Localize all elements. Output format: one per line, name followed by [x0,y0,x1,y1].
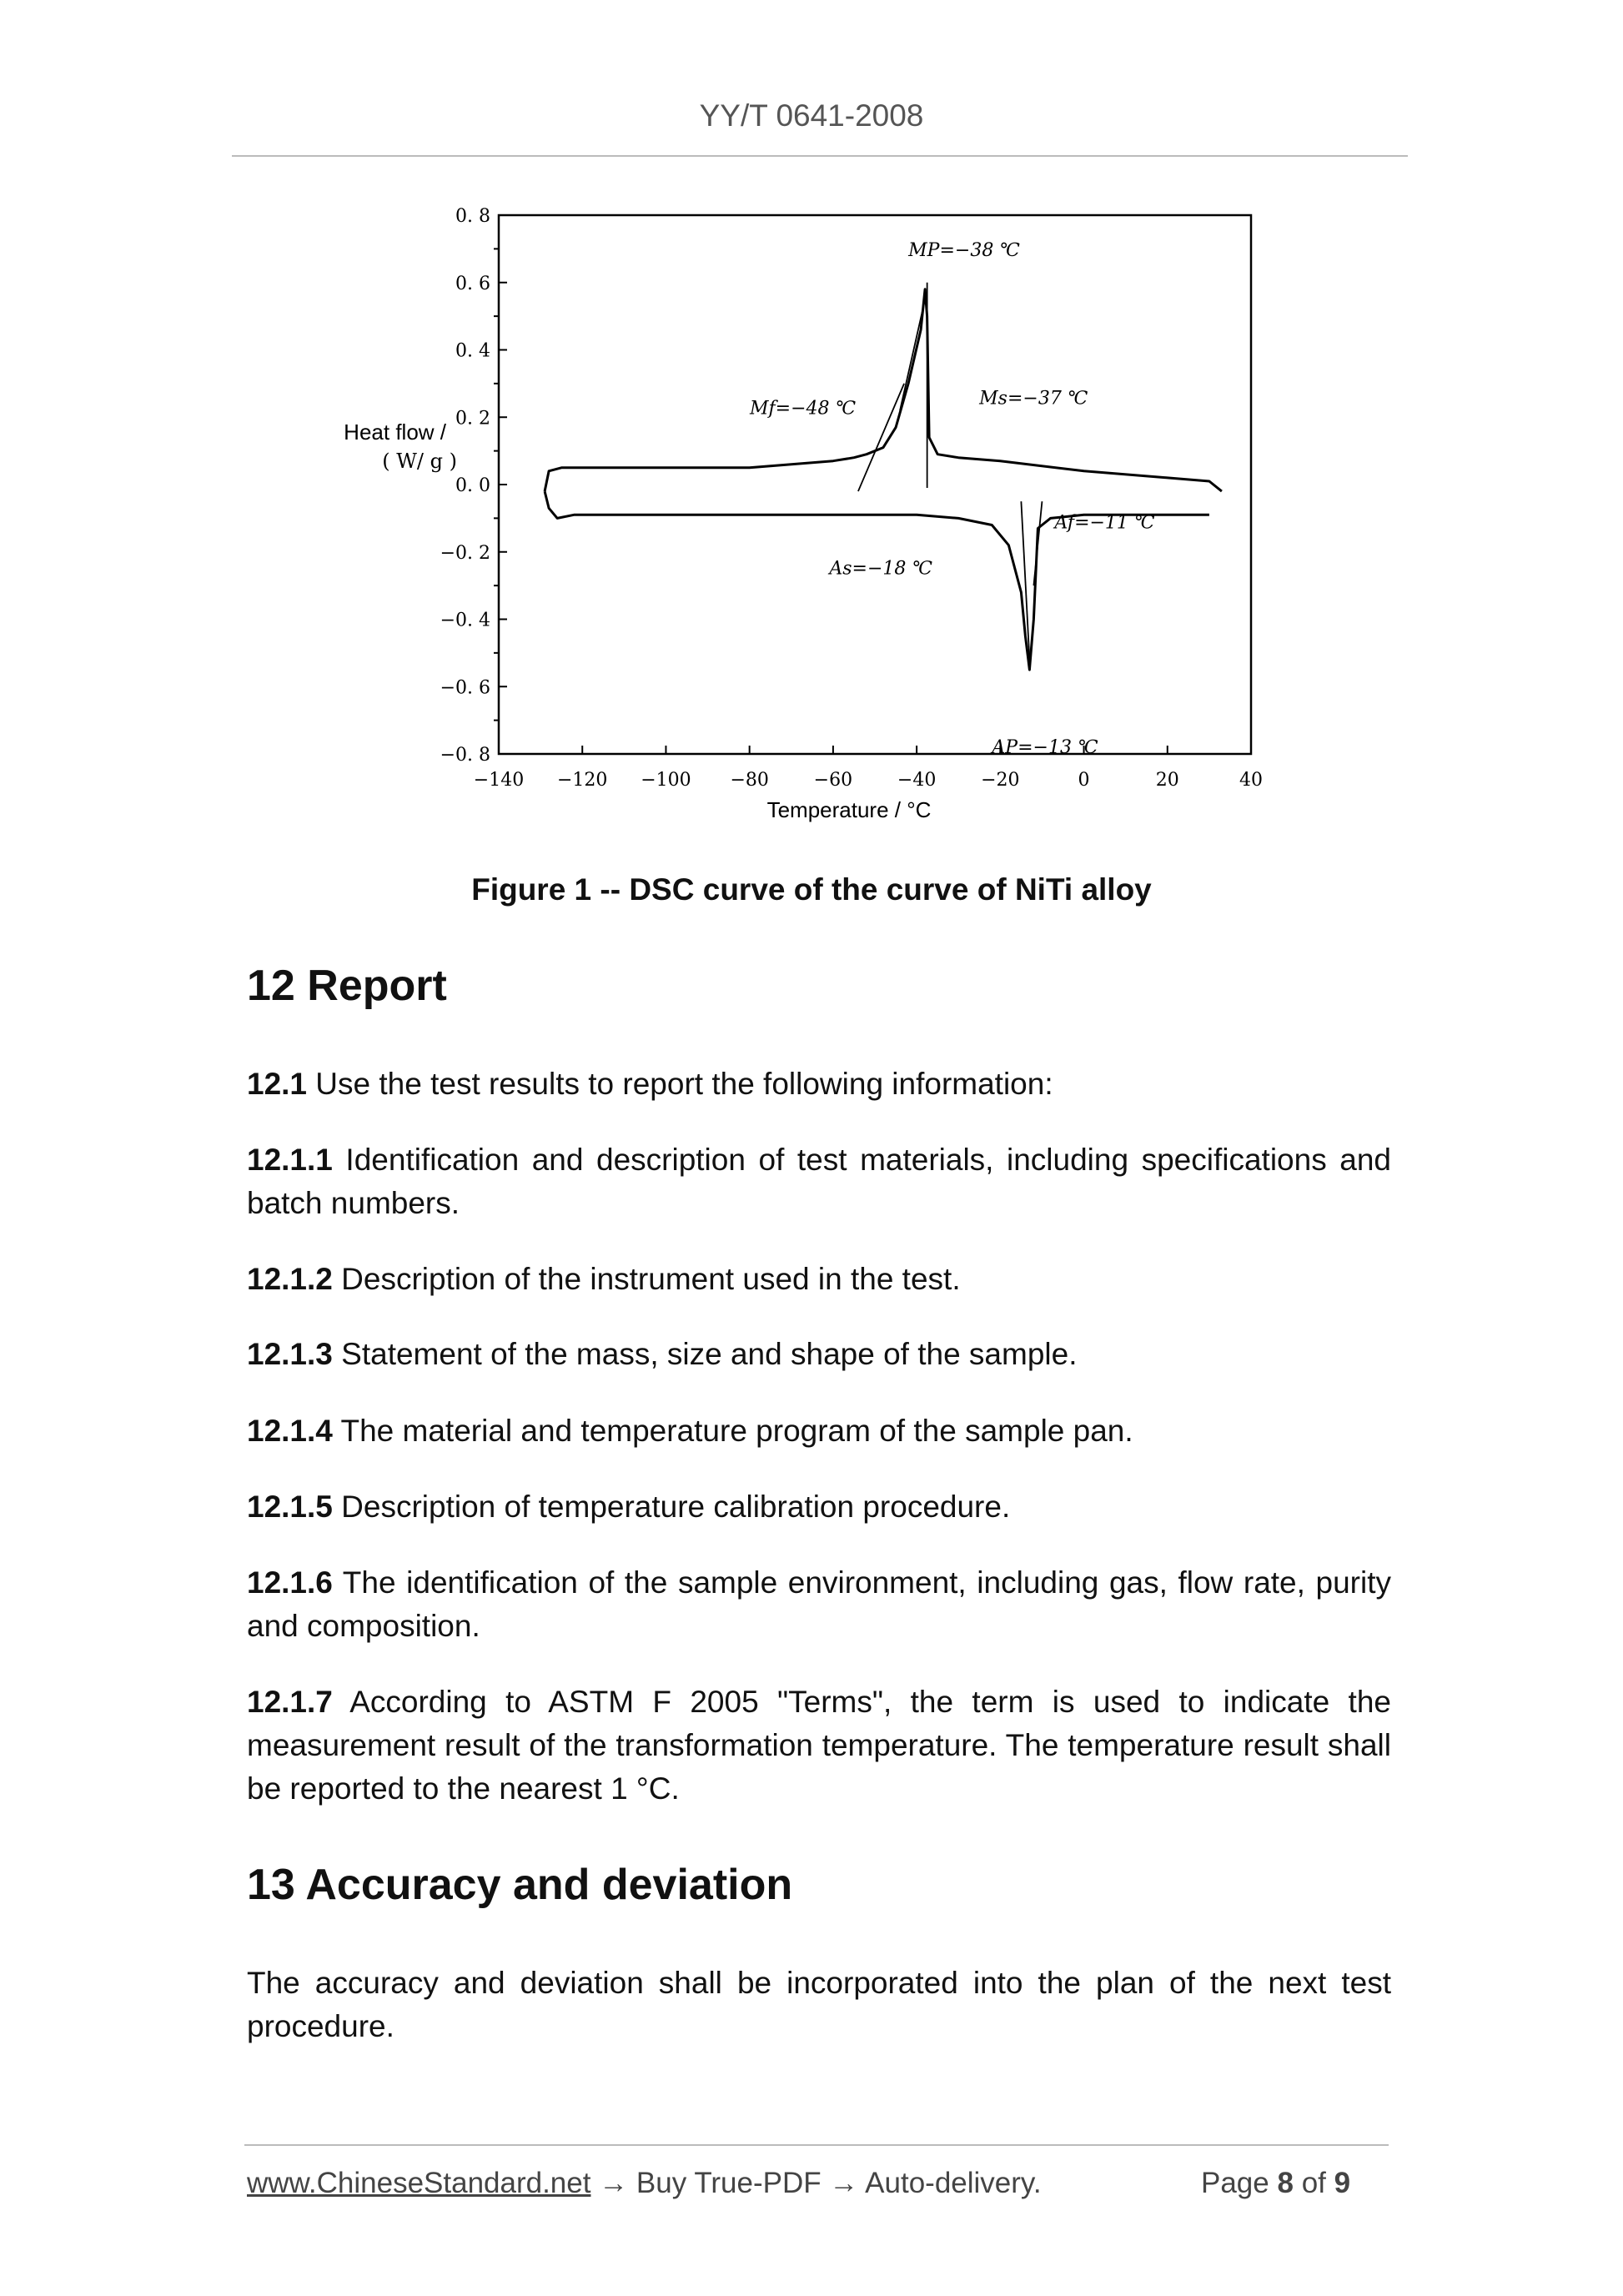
clause-text: Statement of the mass, size and shape of the sample. [332,1337,1078,1371]
page-indicator [1201,2167,1350,2200]
annotation-label: AP=−13 ℃ [992,737,1098,759]
clause-12-1-6 [247,1561,1391,1648]
y-tick-label: −0. 6 [440,677,490,699]
x-tick-label: 20 [1155,770,1179,791]
x-tick-label: 0 [1078,770,1090,791]
annotation-label: Mf=−48 ℃ [750,398,857,420]
clause-text: The material and temperature program of the sample pan. [332,1414,1133,1448]
clause-12-1-2 [247,1258,1391,1301]
clause-number: 12.1.3 [247,1337,333,1371]
footer-divider [244,2144,1389,2146]
x-tick-label: −140 [473,770,525,791]
dsc-chart [0,0,1623,842]
section-13-title: 13 Accuracy and deviation [247,1861,793,1909]
y-tick-label: 0. 0 [455,475,490,496]
annotation-label: MP=−38 ℃ [908,239,1020,261]
footer-left [247,2167,1042,2200]
x-axis-label: Temperature / °C [766,797,932,822]
y-tick-label: 0. 6 [455,273,490,294]
clause-number: 12.1.5 [247,1490,333,1524]
annotation-label: Af=−11 ℃ [1054,512,1155,534]
x-tick-label: −80 [730,770,769,791]
series-cooling-line [545,289,1222,491]
clause-text: Description of temperature calibration procedure. [332,1490,1011,1524]
section-12-title: 12 Report [247,962,447,1010]
annotation-label: As=−18 ℃ [829,558,933,580]
y-tick-label: 0. 4 [455,340,490,362]
clause-text: The identification of the sample environment, including gas, flow rate, purity and composition. [247,1565,1391,1643]
clause-number: 12.1.4 [247,1414,333,1448]
clause-12-1-4 [247,1409,1391,1453]
plot-frame [499,215,1251,754]
clause-text: Identification and description of test materials, including specifications and batch numbers. [247,1143,1391,1220]
x-tick-label: 40 [1239,770,1263,791]
x-tick-label: −60 [813,770,853,791]
x-tick-label: −120 [557,770,608,791]
clause-12-1-7 [247,1681,1391,1811]
page-total: 9 [1334,2167,1351,2199]
clause-12-1-3 [247,1333,1391,1376]
document-header: YY/T 0641-2008 [699,98,924,133]
x-tick-label: −40 [897,770,937,791]
section-13-text: The accuracy and deviation shall be incorporated into the plan of the next test procedure. [247,1966,1391,2043]
clause-number: 12.1.2 [247,1262,333,1296]
tangent-line [900,299,925,410]
clause-text: Description of the instrument used in the test. [332,1262,961,1296]
figure-caption: Figure 1 -- DSC curve of the curve of NiTi alloy [471,872,1152,907]
clause-12-1-1 [247,1138,1391,1225]
annotation-label: Ms=−37 ℃ [979,388,1088,409]
y-tick-label: 0. 2 [455,408,490,430]
page-number: 8 [1277,2167,1294,2199]
clause-text: According to ASTM F 2005 "Terms", the term is used to indicate the measurement result of the transformation temperature. The temperature result shall be reported to the nearest 1 °C. [247,1685,1391,1806]
clause-number: 12.1.6 [247,1565,333,1600]
of-label: of [1301,2167,1326,2199]
clause-number: 12.1 [247,1067,308,1101]
tangent-line [1033,501,1042,585]
y-tick-label: −0. 8 [440,745,490,766]
chinesestandard-link[interactable]: www.ChineseStandard.net [247,2167,591,2199]
clause-number: 12.1.7 [247,1685,333,1719]
y-axis-label-line1: Heat flow / [344,420,446,445]
y-tick-label: −0. 2 [440,542,490,564]
tangent-line [858,384,904,491]
y-axis-label-line2: ( W/ g ) [382,450,457,473]
y-tick-label: −0. 4 [440,610,490,631]
x-tick-label: −20 [981,770,1020,791]
clause-text: Use the test results to report the following information: [307,1067,1053,1101]
clause-12-1 [247,1063,1391,1106]
page-label: Page [1201,2167,1269,2199]
x-tick-label: −100 [641,770,691,791]
clause-number: 12.1.1 [247,1143,333,1177]
clause-12-1-5 [247,1485,1391,1529]
footer-text: → Buy True-PDF → Auto-delivery. [590,2167,1042,2199]
y-tick-label: 0. 8 [455,206,490,227]
